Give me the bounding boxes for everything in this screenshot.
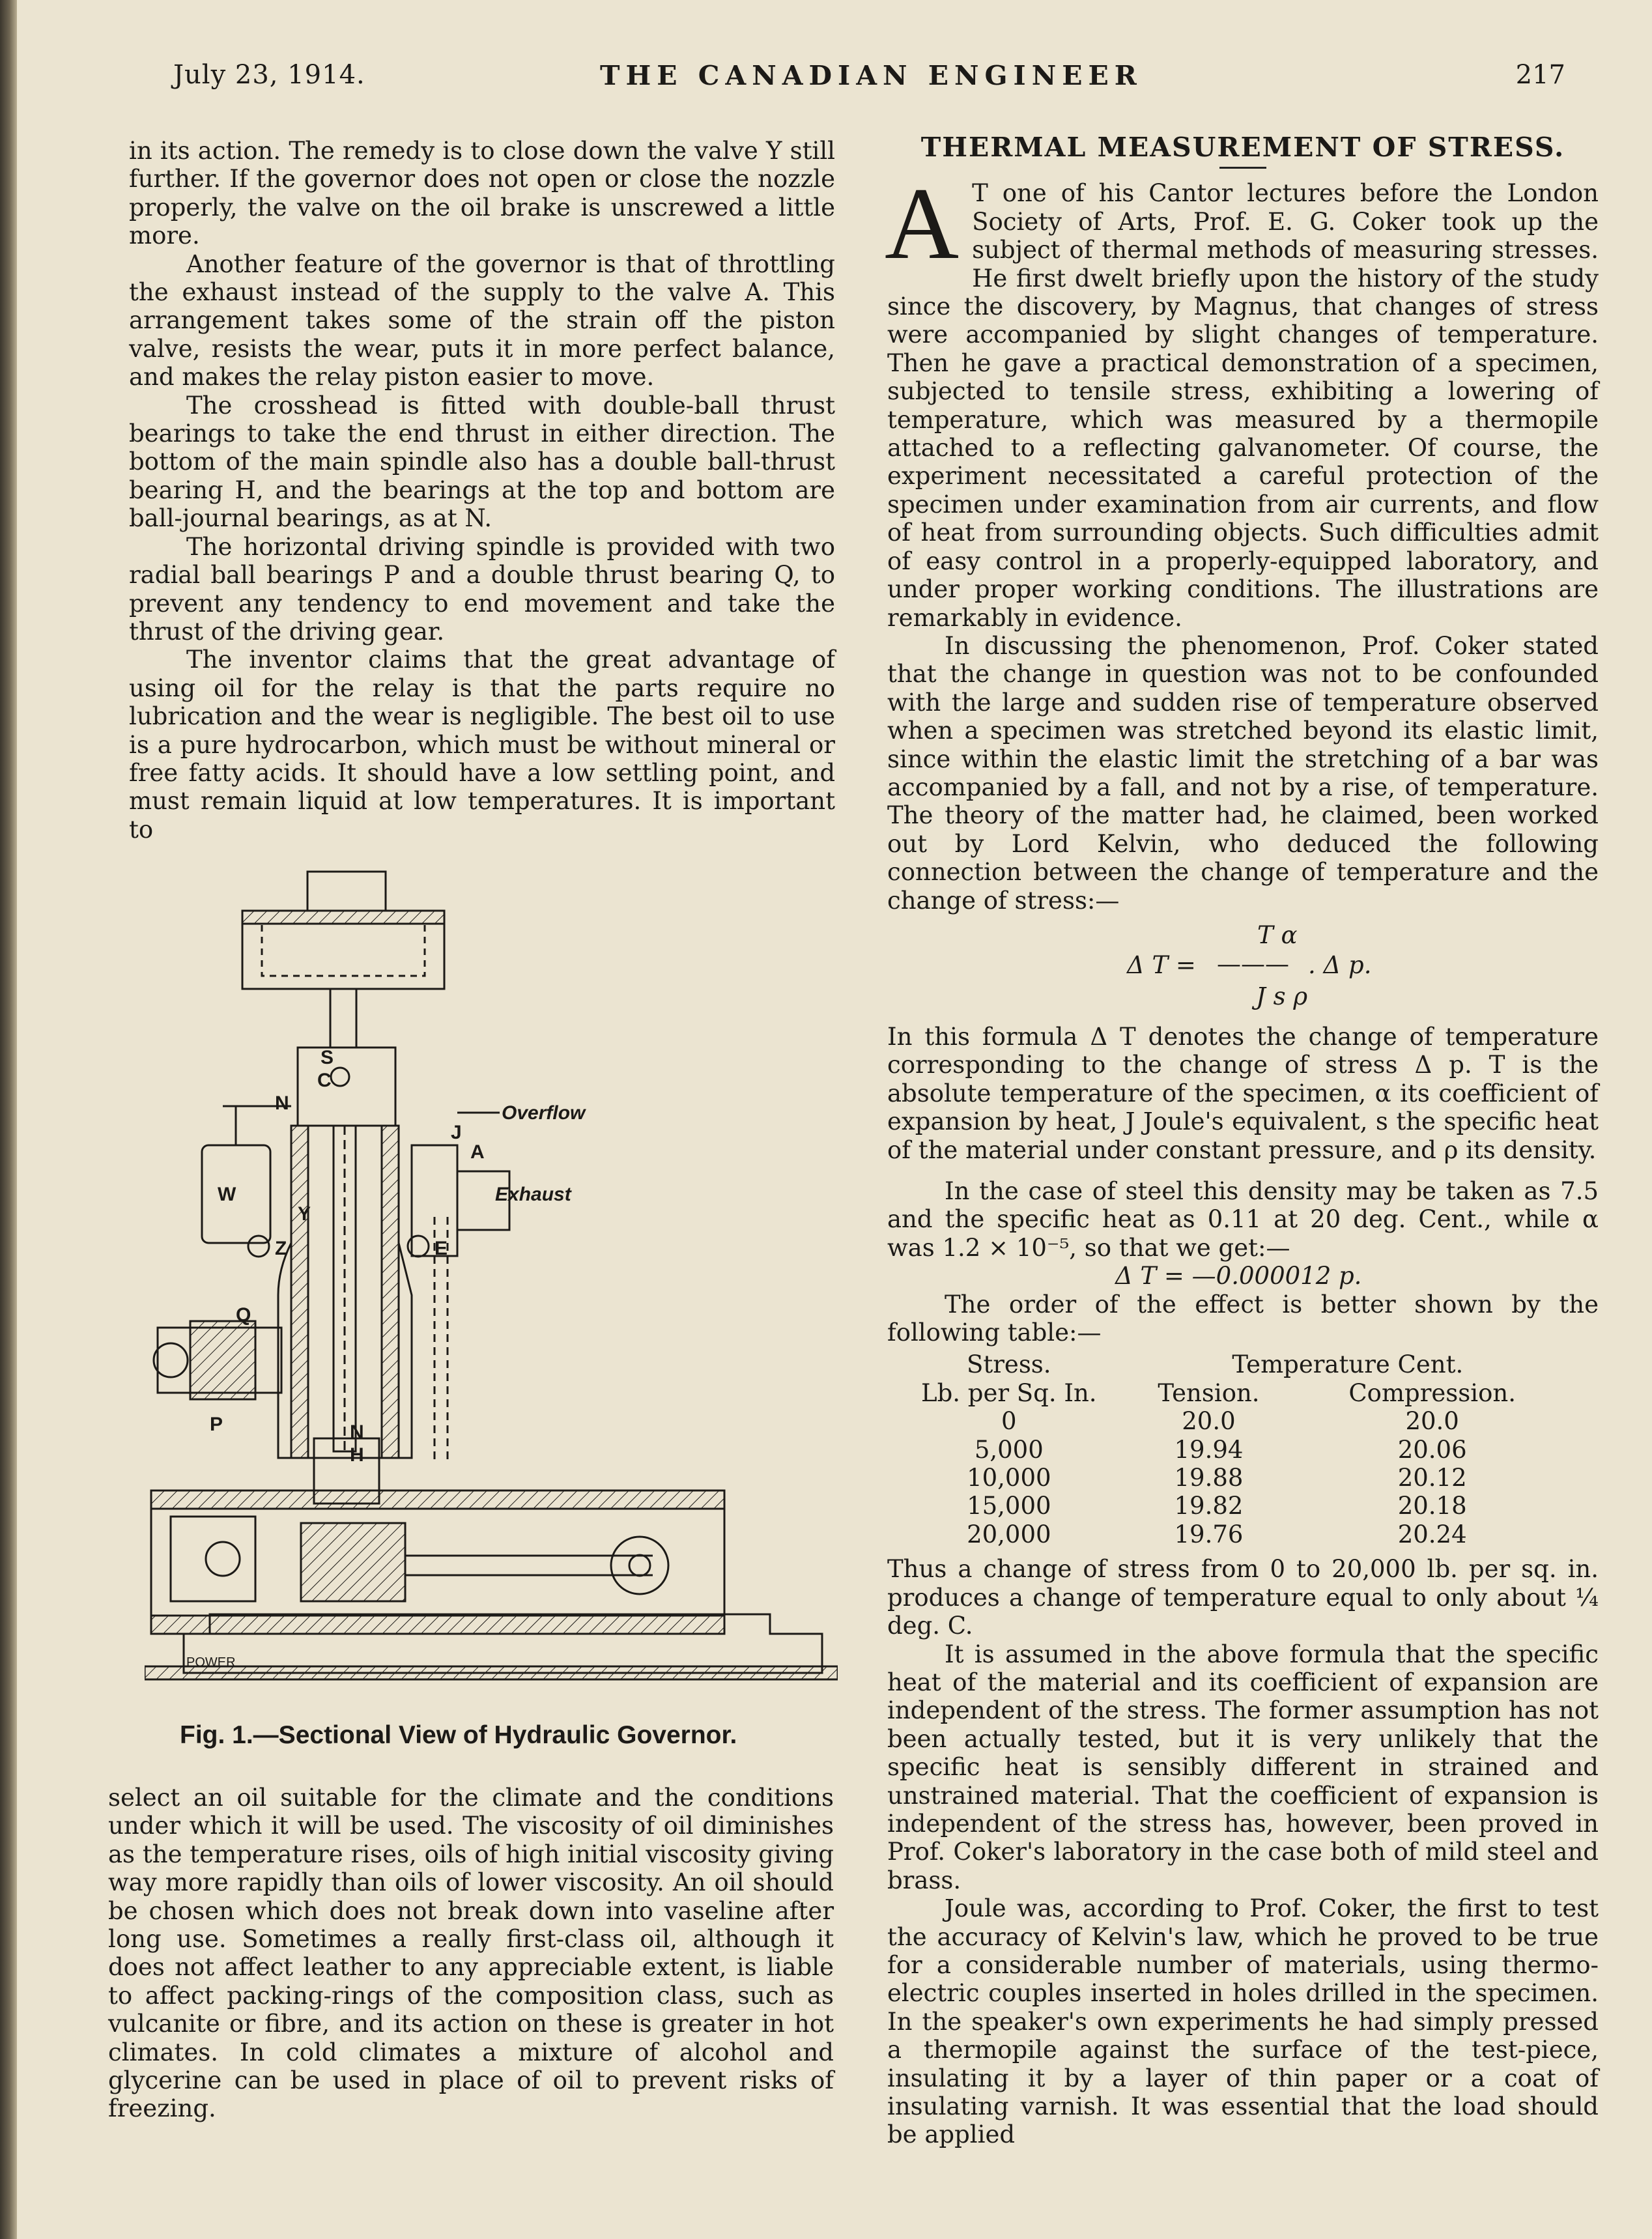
article-title: THERMAL MEASUREMENT OF STRESS. — [920, 132, 1565, 163]
formula-fraction-bar: ——— — [1217, 949, 1289, 978]
end-cap — [171, 1517, 255, 1601]
label-e: E — [434, 1238, 448, 1259]
header-date: July 23, 1914. — [173, 60, 365, 90]
table-row — [894, 1520, 1571, 1548]
weight-w — [202, 1145, 270, 1243]
thrust-bearing-q — [190, 1321, 255, 1399]
paragraph: In the case of steel this density may be taken as 7.5 and the specific heat as 0.11 at 20 deg. Cent., while α was 1.2 × 10⁻⁵, so that we get:— — [887, 1177, 1599, 1262]
label-c: C — [317, 1070, 332, 1091]
valve-c — [331, 1068, 349, 1086]
label-power: POWER — [186, 1655, 236, 1670]
table-cell: 20.18 — [1397, 1492, 1467, 1520]
power-piston — [301, 1523, 405, 1601]
governor-section-drawing — [145, 865, 838, 1696]
column-wall-right — [382, 1126, 399, 1458]
label-w: W — [218, 1184, 236, 1205]
title-rule — [1219, 167, 1266, 169]
base-wall-top — [151, 1490, 724, 1509]
drop-cap: A — [885, 167, 960, 281]
paragraph: In this formula Δ T denotes the change of temperature corresponding to the change of stress Δ p. T is the absolute temperature of the specimen, α its coefficient of expansion by heat, J Joule's equivalent, s the specific heat of the material under constant pressure, and ρ its density. — [887, 1022, 1599, 1164]
stress-temperature-table — [894, 1350, 1571, 1548]
valve-z — [248, 1236, 269, 1257]
table-row — [894, 1407, 1571, 1435]
paragraph: Another feature of the governor is that of throttling the exhaust instead of the supply to the valve A. This arrangement takes some of the strain off the piston valve, resists the wear, puts it in more perfect balance, and makes the relay piston easier to move. — [129, 250, 835, 392]
right-column-article — [887, 134, 1599, 2149]
label-s: S — [320, 1047, 334, 1068]
table-header: Stress. — [967, 1350, 1051, 1379]
intro-text: T one of his Cantor lectures before the London Society of Arts, Prof. E. G. Coker took up the subject of thermal methods of measuring stresses. He first dwelt briefly upon the history of the study since the discovery, by Magnus, that changes of stress were accompanied by slight changes of temperature. Then he gave a practical demonstration of a specimen, subjected to tensile stress, exhibiting a lowering of temperature, which was measured by a thermopile attached to a reflecting galvanometer. Of course, the experiment necessitated a careful protection of the specimen under examination from air currents, and flow of heat from surrounding objects. Such difficulties admit of easy control in a properly-equipped laboratory, and under proper working conditions. The illustrations are remarkably in evidence. — [887, 179, 1599, 632]
label-j: J — [451, 1122, 462, 1143]
formula-rhs: . Δ p. — [1308, 950, 1372, 979]
crosshead-pin — [611, 1537, 668, 1594]
formula-numerator: T α — [1257, 920, 1298, 949]
column-wall-left — [291, 1126, 308, 1458]
label-a: A — [470, 1141, 485, 1163]
paragraph: select an oil suitable for the climate and the conditions under which it will be used. The viscosity of oil diminishes as the temperature rises, oils of high initial viscosity giving way more rapidly than oils of lower viscosity. An oil should be chosen which does not break down into vaseline after long use. Sometimes a really first-class oil, although it does not affect leather to any appreciable extent, is liable to affect packing-rings of the composition class, such as vulcanite or fibre, and its action on these is greater in hot climates. In cold climates a mixture of alcohol and glycerine can be used in place of oil to prevent risks of freezing. — [108, 1784, 834, 2123]
upper-spindle — [330, 989, 356, 1048]
paragraph: It is assumed in the above formula that the specific heat of the material and its coefficient of expansion are independent of the stress. The former assumption has not been actually tested, but it is very unlikely that the specific heat is sensibly different in strained and unstrained material. That the coefficient of expansion is independent of the stress has, however, been proved in Prof. Coker's laboratory in the case both of mild steel and brass. — [887, 1640, 1599, 1894]
table-cell: 20,000 — [967, 1520, 1051, 1548]
hydraulic-governor-figure — [145, 865, 838, 1696]
table-cell: 19.76 — [1174, 1520, 1244, 1548]
table-header-row — [894, 1379, 1571, 1407]
label-q: Q — [236, 1304, 251, 1326]
header-journal-title: THE CANADIAN ENGINEER — [600, 60, 1143, 91]
running-header — [17, 60, 1652, 106]
paragraph: The order of the effect is better shown by the following table:— — [887, 1290, 1599, 1347]
label-n: N — [275, 1092, 289, 1114]
journal-page — [17, 0, 1652, 2239]
crosshead-pin-center — [629, 1555, 650, 1576]
label-exhaust: Exhaust — [495, 1184, 571, 1205]
table-row — [894, 1436, 1571, 1464]
paragraph: In discussing the phenomenon, Prof. Coker stated that the change in question was not to be confounded with the large and sudden rise of temperature observed when a specimen was stretched beyond its elastic limit, since within the elastic limit the stretching of a bar was accompanied by a fall, and not by a rise, of temperature. The theory of the matter had, he claimed, been worked out by Lord Kelvin, who deduced the following connection between the change of temperature and the change of stress:— — [887, 631, 1599, 915]
paragraph: The crosshead is fitted with double-ball thrust bearings to take the end thrust in either direction. The bottom of the main spindle also has a double ball-thrust bearing H, and the bearings at the top and bottom are ball-journal bearings, as at N. — [129, 391, 835, 533]
table-cell: 19.88 — [1174, 1464, 1244, 1492]
table-header: Compression. — [1348, 1378, 1516, 1407]
label-h: H — [350, 1444, 364, 1466]
figure-caption: Fig. 1.—Sectional View of Hydraulic Governor. — [180, 1721, 737, 1749]
paragraph: The horizontal driving spindle is provided with two radial ball bearings P and a double thrust bearing Q, to prevent any tendency to end movement and take the thrust of the driving gear. — [129, 532, 835, 646]
table-row — [894, 1464, 1571, 1492]
table-cell: 19.82 — [1174, 1492, 1244, 1520]
table-cell: 5,000 — [974, 1435, 1044, 1464]
kelvin-formula — [887, 921, 1599, 1019]
left-column-top — [129, 137, 835, 844]
plug — [206, 1542, 240, 1576]
top-cap — [307, 872, 386, 911]
table-cell: 20.24 — [1397, 1520, 1467, 1548]
table-cell: 20.0 — [1405, 1407, 1459, 1436]
label-p: P — [210, 1414, 223, 1435]
label-y: Y — [298, 1203, 311, 1225]
book-spine-shadow — [0, 0, 17, 2239]
paragraph: Joule was, according to Prof. Coker, the first to test the accuracy of Kelvin's law, which he proved to be true for a considerable number of materials, using thermo-electric couples inserted in holes drilled in the specimen. In the speaker's own experiments he had simply pressed a thermopile against the surface of the test-piece, insulating it by a layer of thin paper or a coat of insulating varnish. It was essential that the load should be applied — [887, 1894, 1599, 2149]
table-header: Temperature Cent. — [1232, 1350, 1464, 1379]
table-cell: 0 — [1001, 1407, 1017, 1436]
valve-block — [298, 1048, 395, 1126]
paragraph: in its action. The remedy is to close down the valve Y still further. If the governor does not open or close the nozzle properly, the valve on the oil brake is unscrewed a little more. — [129, 137, 835, 250]
table-header: Lb. per Sq. In. — [921, 1378, 1097, 1407]
formula-denominator: J s ρ — [1256, 982, 1308, 1010]
table-cell: 20.0 — [1182, 1407, 1236, 1436]
formula-steel: Δ T = —0.000012 p. — [1115, 1262, 1362, 1291]
paragraph: Thus a change of stress from 0 to 20,000 lb. per sq. in. produces a change of temperature equal to only about ¼ deg. C. — [887, 1555, 1599, 1640]
label-n2: N — [350, 1421, 364, 1443]
housing-wall — [242, 911, 444, 924]
table-cell: 20.12 — [1397, 1464, 1467, 1492]
table-cell: 19.94 — [1174, 1435, 1244, 1464]
table-header: Tension. — [1158, 1378, 1260, 1407]
table-cell: 20.06 — [1397, 1435, 1467, 1464]
base-wall-bottom — [151, 1616, 724, 1634]
piston-outline — [262, 924, 425, 976]
label-z: Z — [275, 1238, 287, 1259]
base-casting — [151, 1490, 724, 1634]
table-cell: 15,000 — [967, 1492, 1051, 1520]
header-page-number: 217 — [1515, 60, 1565, 90]
left-column-bottom — [108, 1784, 834, 2123]
paragraph: The inventor claims that the great advantage of using oil for the relay is that the parts require no lubrication and the wear is negligible. The best oil to use is a pure hydrocarbon, which must be without mineral or free fatty acids. It should have a low settling point, and must remain liquid at low temperatures. It is important to — [129, 646, 835, 844]
label-overflow: Overflow — [502, 1102, 586, 1124]
drive-pulley-hub — [154, 1343, 188, 1377]
table-row — [894, 1492, 1571, 1520]
table-cell: 10,000 — [967, 1464, 1051, 1492]
table-header-row — [894, 1350, 1571, 1378]
formula-lhs: Δ T = — [1127, 950, 1196, 979]
floor-line — [145, 1666, 838, 1679]
intro-paragraph — [885, 167, 1599, 632]
